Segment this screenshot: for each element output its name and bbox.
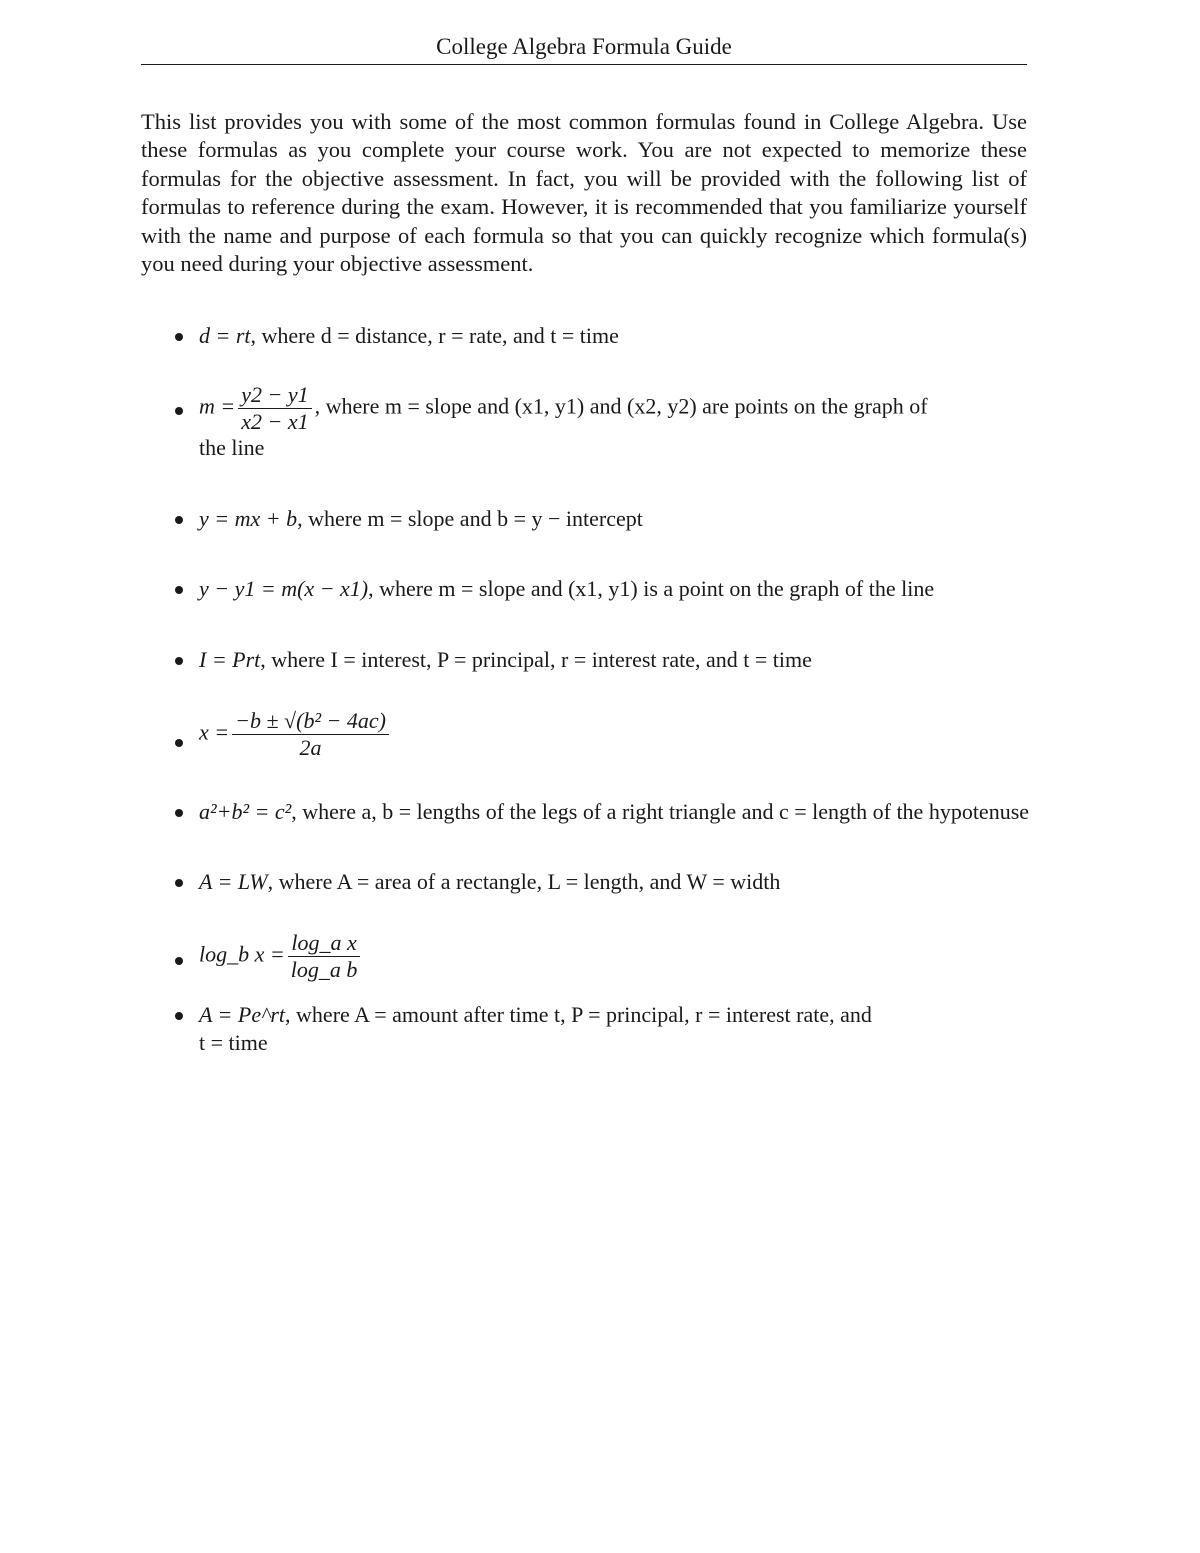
formula-math: y = mx + b (199, 506, 298, 531)
formula-description: , where I = interest, P = principal, r = interest rate, and t = time (260, 647, 812, 672)
formula-math: A = LW (199, 869, 268, 894)
formula-list (141, 0, 1200, 1553)
bullet-icon (175, 879, 183, 887)
formula-line (199, 1001, 872, 1029)
header-title: College Algebra Formula Guide (436, 34, 732, 59)
formula-description: , where m = slope and (x1, y1) and (x2, y2) are points on the graph of (314, 393, 928, 419)
formula-description: , where m = slope and (x1, y1) is a point on the graph of the line (368, 576, 935, 601)
formula-line (199, 930, 363, 983)
bullet-icon (175, 1012, 183, 1020)
formula-lhs: m = (199, 393, 236, 419)
formula-description-continued: the line (199, 435, 265, 460)
formula-description: , where a, b = lengths of the legs of a right triangle and c = length of the hypotenuse (291, 799, 1030, 824)
formula-line (199, 322, 619, 350)
formula-math: d = rt (199, 323, 251, 348)
formula-line (199, 646, 812, 674)
bullet-icon (175, 333, 183, 341)
fraction (232, 708, 389, 761)
formula-lhs: log_b x = (199, 941, 285, 967)
formula-math: a²+b² = c² (199, 799, 292, 824)
formula-description-continued: t = time (199, 1030, 268, 1055)
bullet-icon (175, 957, 183, 965)
bullet-icon (175, 809, 183, 817)
formula-line (199, 382, 928, 435)
formula-description: , where A = amount after time t, P = principal, r = interest rate, and (285, 1002, 872, 1027)
fraction-numerator: −b ± √(b² − 4ac) (235, 708, 386, 733)
formula-line (199, 708, 392, 761)
fraction-denominator: 2a (232, 734, 389, 761)
formula-description: , where d = distance, r = rate, and t = time (250, 323, 619, 348)
formula-line (199, 868, 780, 896)
fraction-numerator: y2 − y1 (241, 382, 309, 407)
intro-paragraph: This list provides you with some of the most common formulas found in College Algebra. Use these formulas as you complete your course work. You are not expected to memorize these formulas for the objective assessment. In fact, you will be provided with the following list of formulas to reference during the exam. However, it is recommended that you familiarize yourself with the name and purpose of each formula so that you can quickly recognize which formula(s) you need during your objective assessment. (141, 109, 1027, 277)
fraction-denominator: log_a b (288, 956, 361, 983)
formula-line (199, 505, 643, 533)
formula-description: , where m = slope and b = y − intercept (297, 506, 643, 531)
fraction-denominator: x2 − x1 (238, 408, 311, 435)
formula-line (199, 798, 1029, 826)
formula-math: A = Pe^rt (199, 1002, 286, 1027)
bullet-icon (175, 739, 183, 747)
formula-math: I = Prt (199, 647, 261, 672)
bullet-icon (175, 586, 183, 594)
formula-math: y − y1 = m(x − x1) (199, 576, 369, 601)
fraction (238, 382, 311, 435)
formula-description: , where A = area of a rectangle, L = length, and W = width (267, 869, 781, 894)
fraction-numerator: log_a x (291, 930, 357, 955)
fraction (288, 930, 361, 983)
formula-line (199, 575, 934, 603)
formula-lhs: x = (199, 719, 230, 745)
bullet-icon (175, 657, 183, 665)
bullet-icon (175, 516, 183, 524)
bullet-icon (175, 407, 183, 415)
